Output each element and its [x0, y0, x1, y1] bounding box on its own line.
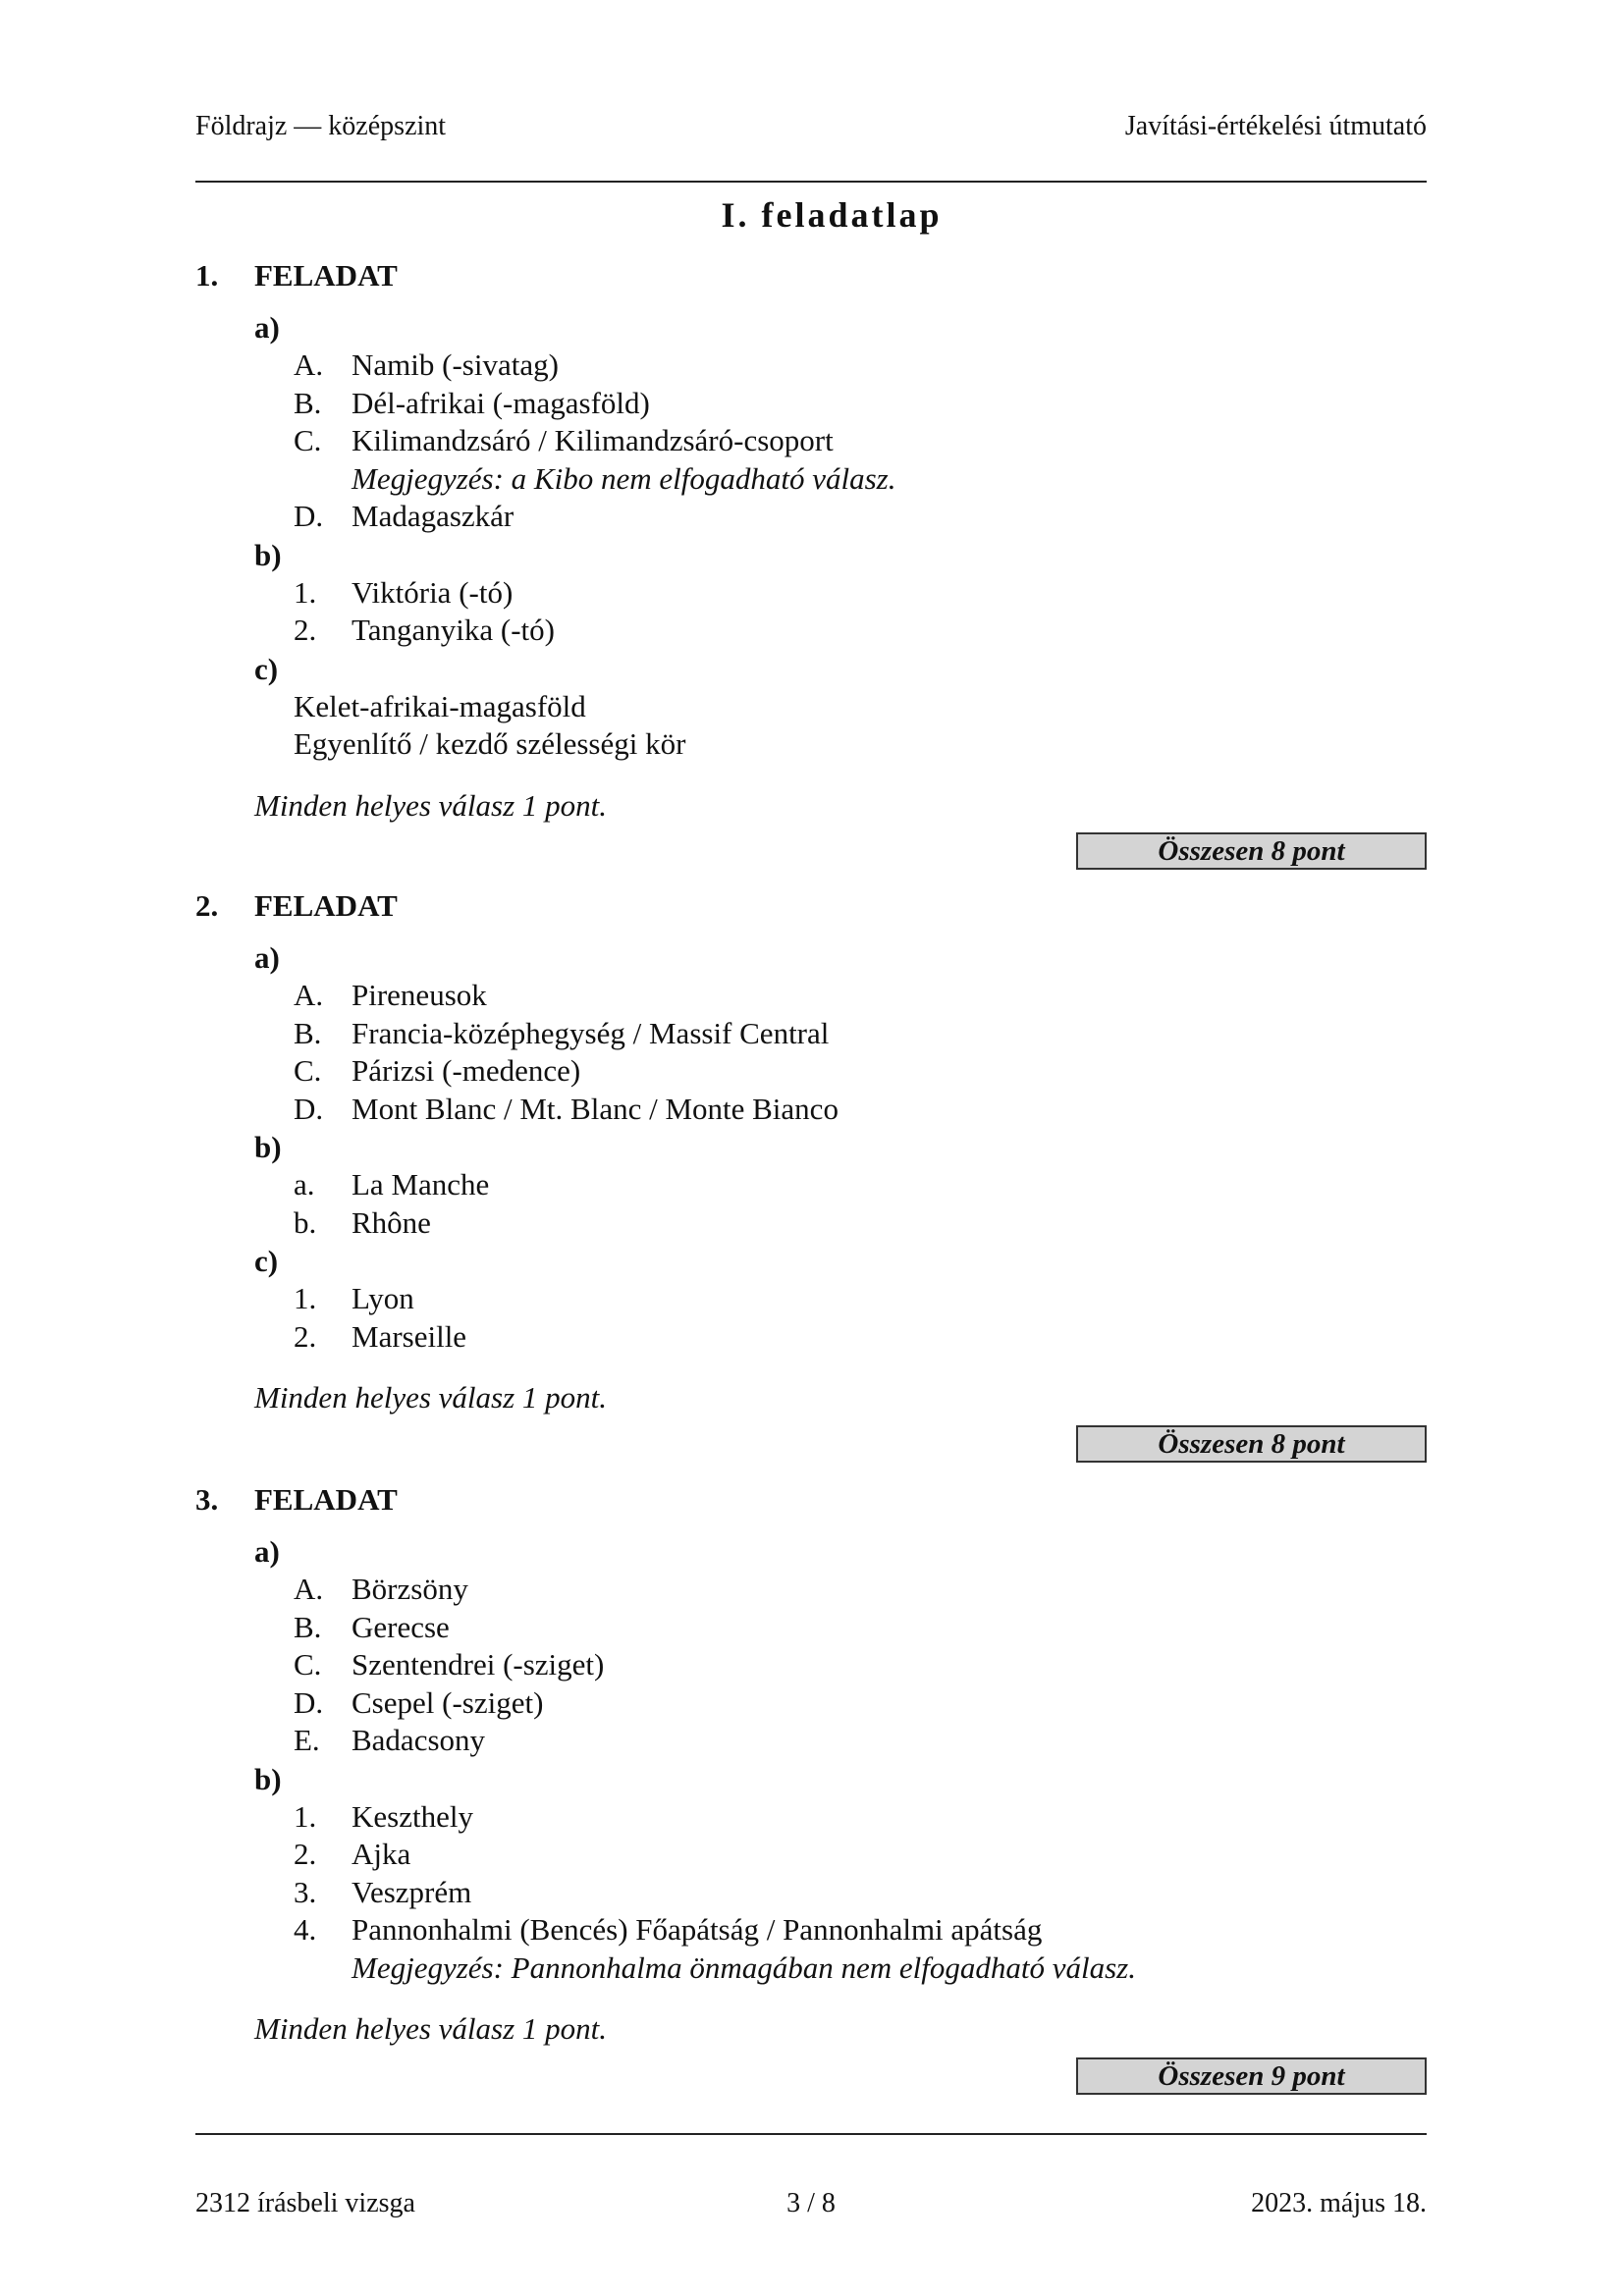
item-key: B.	[294, 1609, 322, 1644]
total-points-box: Összesen 9 pont	[1076, 2057, 1427, 2095]
item-text: La Manche	[352, 1167, 490, 1201]
task-1	[195, 255, 1427, 867]
scoring-note: Minden helyes válasz 1 pont.	[254, 1380, 608, 1415]
item-key: D.	[294, 1091, 324, 1126]
item-key: A.	[294, 1572, 324, 1606]
item-key: 4.	[294, 1912, 317, 1947]
item-text: Ajka	[352, 1837, 411, 1871]
header-divider	[195, 181, 1427, 183]
list-item	[294, 1798, 1427, 1837]
list-item	[294, 1052, 1427, 1091]
item-key: C.	[294, 423, 322, 457]
subtask-a-label: a)	[254, 940, 280, 975]
header-doc-type: Javítási-értékelési útmutató	[1124, 111, 1427, 141]
item-key: 2.	[294, 613, 317, 647]
list-item	[294, 612, 1427, 650]
item-text: Rhône	[352, 1204, 431, 1240]
list-item	[294, 574, 1427, 613]
page-footer	[195, 2187, 1427, 2220]
subtask-a-label: a)	[254, 310, 280, 345]
list-item	[294, 1204, 1427, 1243]
total-points-box: Összesen 8 pont	[1076, 1425, 1427, 1463]
list-item	[294, 1280, 1427, 1318]
task-heading	[195, 255, 1427, 296]
item-text: Madagaszkár	[352, 499, 514, 533]
footer-date: 2023. május 18.	[1251, 2188, 1427, 2218]
item-key: C.	[294, 1647, 322, 1682]
task-number: 3.	[195, 1482, 219, 1517]
task-number: 1.	[195, 258, 219, 293]
task-title: FELADAT	[254, 1482, 398, 1517]
task-number: 2.	[195, 888, 219, 923]
item-note: Megjegyzés: a Kibo nem elfogadható válasz.	[352, 460, 896, 496]
subtask-c-label: c)	[254, 651, 279, 686]
list-item	[294, 1571, 1427, 1609]
list-item	[294, 1684, 1427, 1723]
footer-divider	[195, 2133, 1427, 2135]
list-item	[294, 385, 1427, 423]
item-key: B.	[294, 1015, 322, 1050]
item-text: Pireneusok	[352, 978, 487, 1012]
item-text: Namib (-sivatag)	[352, 347, 559, 382]
list-item	[294, 1836, 1427, 1874]
total-points-box: Összesen 8 pont	[1076, 832, 1427, 870]
task-title: FELADAT	[254, 258, 398, 293]
item-key: E.	[294, 1723, 320, 1757]
item-key: D.	[294, 499, 324, 533]
item-key: A.	[294, 347, 324, 382]
list-item	[294, 1911, 1427, 1949]
item-text: Párizsi (-medence)	[352, 1053, 581, 1088]
item-key: 2.	[294, 1837, 317, 1871]
item-text: Pannonhalmi (Bencés) Főapátság / Pannonhalmi apátság	[352, 1912, 1043, 1947]
scoring-note: Minden helyes válasz 1 pont.	[254, 787, 608, 823]
subtask-c-label: c)	[254, 1244, 279, 1278]
task-title: FELADAT	[254, 888, 398, 923]
list-item	[294, 422, 1427, 460]
subtask-b-label: b)	[254, 1130, 282, 1164]
item-text: Badacsony	[352, 1723, 486, 1757]
item-text: Veszprém	[352, 1874, 472, 1909]
item-key: 1.	[294, 574, 317, 610]
item-text: Börzsöny	[352, 1572, 468, 1606]
list-item	[294, 1874, 1427, 1912]
item-text: Gerecse	[352, 1609, 450, 1644]
list-item	[294, 1318, 1427, 1357]
item-text: Mont Blanc / Mt. Blanc / Monte Bianco	[352, 1091, 839, 1126]
item-text: Keszthely	[352, 1798, 473, 1834]
item-key: 1.	[294, 1798, 317, 1834]
item-text: Tanganyika (-tó)	[352, 613, 555, 647]
task-3	[195, 1479, 1427, 2092]
item-key: A.	[294, 978, 324, 1012]
item-text: Szentendrei (-sziget)	[352, 1647, 605, 1682]
item-text: Dél-afrikai (-magasföld)	[352, 385, 650, 420]
list-item	[294, 1646, 1427, 1684]
list-item	[294, 1166, 1427, 1204]
scoring-note: Minden helyes válasz 1 pont.	[254, 2011, 608, 2046]
answer-line: Kelet-afrikai-magasföld	[294, 688, 586, 723]
subtask-b-label: b)	[254, 537, 282, 572]
task-2	[195, 885, 1427, 1460]
list-item	[294, 498, 1427, 536]
item-text: Viktória (-tó)	[352, 574, 514, 610]
item-key: 2.	[294, 1318, 317, 1354]
item-key: a.	[294, 1167, 315, 1201]
page-number: 3 / 8	[786, 2188, 836, 2218]
list-item	[294, 1722, 1427, 1760]
item-text: Francia-középhegység / Massif Central	[352, 1015, 830, 1050]
item-text: Csepel (-sziget)	[352, 1684, 544, 1720]
item-note: Megjegyzés: Pannonhalma önmagában nem elfogadható válasz.	[352, 1949, 1136, 1985]
task-heading	[195, 1479, 1427, 1521]
item-text: Kilimandzsáró / Kilimandzsáró-csoport	[352, 423, 834, 457]
item-key: 3.	[294, 1874, 317, 1909]
page-title: I. feladatlap	[721, 195, 943, 235]
item-key: 1.	[294, 1281, 317, 1315]
footer-exam-code: 2312 írásbeli vizsga	[195, 2188, 415, 2218]
subtask-a-label: a)	[254, 1534, 280, 1569]
list-item	[294, 977, 1427, 1015]
item-key: B.	[294, 385, 322, 420]
item-key: C.	[294, 1053, 322, 1088]
page-header	[195, 110, 1427, 143]
item-key: D.	[294, 1684, 324, 1720]
list-item	[294, 1015, 1427, 1053]
item-key: b.	[294, 1204, 317, 1240]
list-item	[294, 1609, 1427, 1647]
task-heading	[195, 885, 1427, 927]
header-subject: Földrajz — középszint	[195, 111, 447, 141]
list-item	[294, 1091, 1427, 1129]
subtask-b-label: b)	[254, 1761, 282, 1796]
item-text: Marseille	[352, 1318, 467, 1354]
list-item	[294, 347, 1427, 385]
answer-line: Egyenlítő / kezdő szélességi kör	[294, 726, 686, 761]
item-text: Lyon	[352, 1281, 414, 1315]
